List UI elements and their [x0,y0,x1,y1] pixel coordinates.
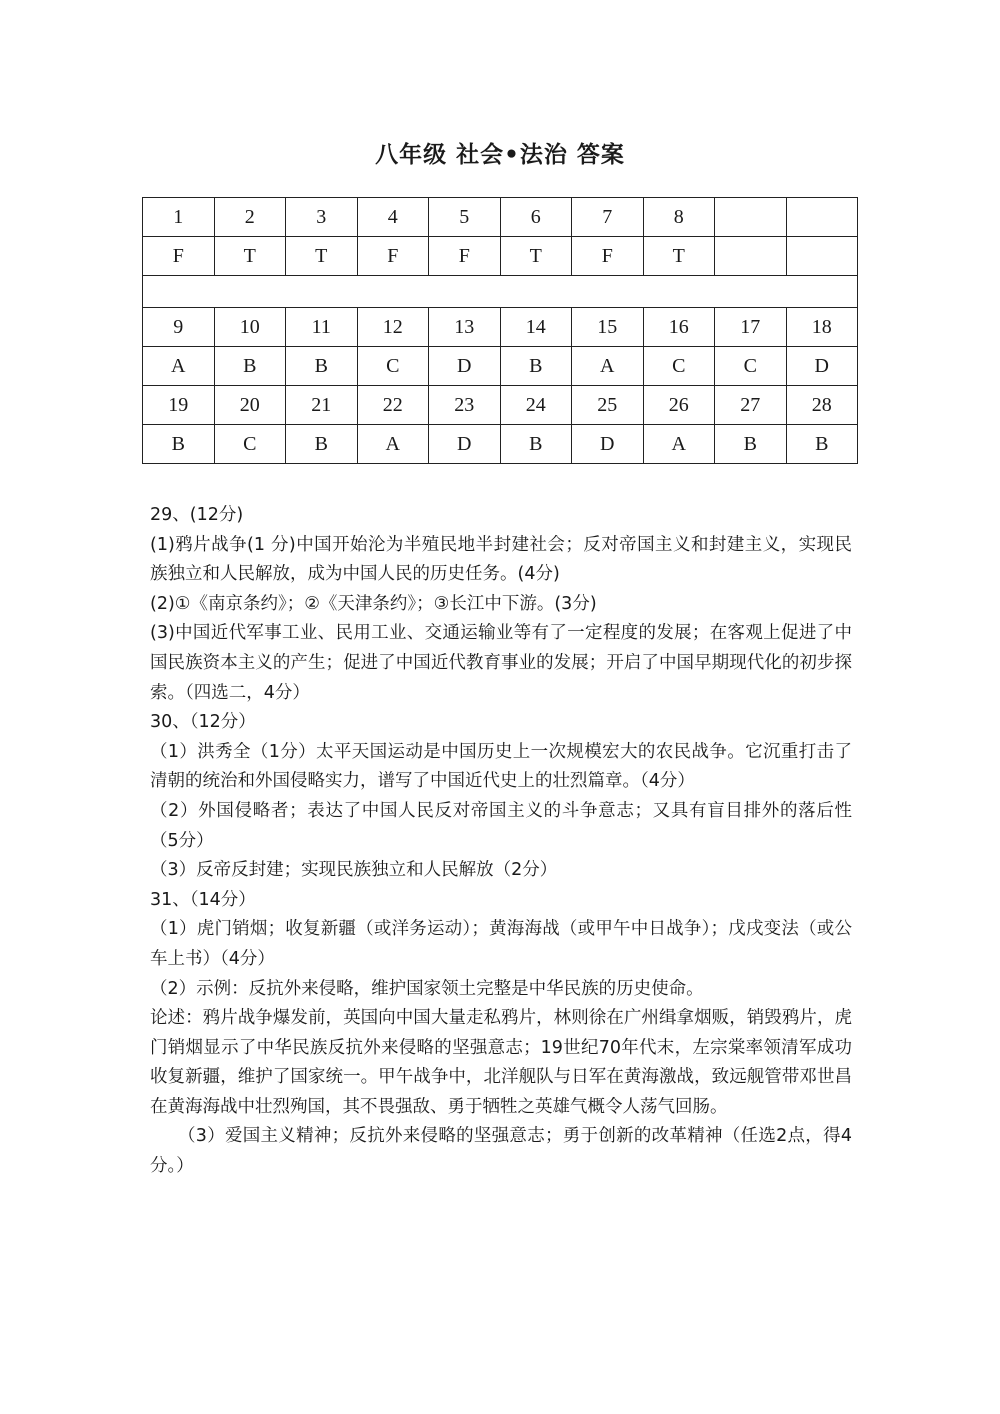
q31-part1: （1）虎门销烟；收复新疆（或洋务运动）；黄海海战（或甲午中日战争）；戊戌变法（或公车上书）（4分） [150,919,852,969]
question-number-cell: 28 [786,386,858,425]
question-number-cell: 23 [429,386,501,425]
answer-cell: D [786,347,858,386]
answer-cell: F [429,237,501,276]
question-number-cell: 19 [143,386,215,425]
answer-table [142,197,858,464]
page-title: 八年级 社会•法治 答案 [375,142,625,168]
question-number-cell: 17 [715,308,787,347]
answer-cell: C [214,425,286,464]
q29-heading: 29、(12分) [150,505,244,525]
answer-cell: B [214,347,286,386]
question-number-cell: 11 [286,308,358,347]
q31-essay: 论述：鸦片战争爆发前，英国向中国大量走私鸦片，林则徐在广州缉拿烟贩，销毁鸦片，虎门销烟显示了中华民族反抗外来侵略的坚强意志；19世纪70年代末，左宗棠率领清军成功收复新疆，维护了国家统一。甲午战争中，北洋舰队与日军在黄海激战，致远舰管带邓世昌在黄海海战中壮烈殉国，其不畏强敌、勇于牺牲之英雄气概令人荡气回肠。 [150,1008,852,1117]
answer-cell: T [214,237,286,276]
answer-cell: B [286,425,358,464]
answer-cell: D [429,425,501,464]
question-number-cell: 6 [500,198,572,237]
answer-cell: T [286,237,358,276]
question-number-cell: 18 [786,308,858,347]
q29-part1: (1)鸦片战争(1 分)中国开始沦为半殖民地半封建社会；反对帝国主义和封建主义，实现民族独立和人民解放，成为中国人民的历史任务。(4分) [150,534,852,585]
answer-cell: B [786,425,858,464]
answer-cell: A [357,425,429,464]
answer-cell: T [643,237,715,276]
answer-cell: D [572,425,644,464]
answer-cell: C [715,347,787,386]
question-number-cell [786,198,858,237]
answer-key-row [143,425,858,464]
question-number-cell: 3 [286,198,358,237]
question-number-cell: 7 [572,198,644,237]
answer-cell: D [429,347,501,386]
question-number-cell: 20 [214,386,286,425]
answer-key-row [143,347,858,386]
answer-cell [786,237,858,276]
answer-cell: A [143,347,215,386]
q31-part2: （2）示例：反抗外来侵略，维护国家领土完整是中华民族的历史使命。 [150,978,704,999]
answer-cell: F [143,237,215,276]
question-number-cell: 15 [572,308,644,347]
answer-cell: C [357,347,429,386]
answer-cell: B [143,425,215,464]
answer-cell: F [357,237,429,276]
q30-part2: （2）外国侵略者；表达了中国人民反对帝国主义的斗争意志；又具有盲目排外的落后性（5分） [150,800,852,851]
answer-cell: B [500,425,572,464]
question-number-cell: 5 [429,198,501,237]
question-number-row [143,198,858,237]
q31-part3: （3）爱国主义精神；反抗外来侵略的坚强意志；勇于创新的改革精神（任选2点，得4分。） [150,1126,852,1177]
question-number-cell [715,198,787,237]
answer-cell: T [500,237,572,276]
question-number-cell: 12 [357,308,429,347]
question-number-cell: 21 [286,386,358,425]
question-number-cell: 22 [357,386,429,425]
question-number-cell: 8 [643,198,715,237]
answer-cell [715,237,787,276]
q31-heading: 31、（14分） [150,889,256,910]
answer-cell: A [572,347,644,386]
answer-cell: B [715,425,787,464]
question-number-row [143,386,858,425]
q30-heading: 30、（12分） [150,712,256,733]
answer-cell: B [500,347,572,386]
q29-part2: (2)①《南京条约》；②《天津条约》；③长江中下游。(3分) [150,593,597,614]
answer-cell: B [286,347,358,386]
q30-part3: （3）反帝反封建；实现民族独立和人民解放（2分） [150,860,558,881]
question-number-row [143,308,858,347]
question-number-cell: 26 [643,386,715,425]
question-number-cell: 10 [214,308,286,347]
q30-part1: （1）洪秀全（1分）太平天国运动是中国历史上一次规模宏大的农民战争。它沉重打击了清朝的统治和外国侵略实力，谱写了中国近代史上的壮烈篇章。（4分） [150,741,852,792]
question-number-cell: 9 [143,308,215,347]
q29-part3: (3)中国近代军事工业、民用工业、交通运输业等有了一定程度的发展；在客观上促进了中国民族资本主义的产生；促进了中国近代教育事业的发展；开启了中国早期现代化的初步探索。（四选二，4分） [150,623,852,703]
question-number-cell: 24 [500,386,572,425]
question-number-cell: 2 [214,198,286,237]
question-number-cell: 4 [357,198,429,237]
question-number-cell: 13 [429,308,501,347]
answer-cell: F [572,237,644,276]
table-separator-cell [143,276,858,308]
question-number-cell: 1 [143,198,215,237]
answer-section [150,501,852,1182]
answer-cell: A [643,425,715,464]
answer-key-row [143,237,858,276]
table-separator-row [143,276,858,308]
question-number-cell: 27 [715,386,787,425]
question-number-cell: 16 [643,308,715,347]
question-number-cell: 25 [572,386,644,425]
question-number-cell: 14 [500,308,572,347]
answer-cell: C [643,347,715,386]
